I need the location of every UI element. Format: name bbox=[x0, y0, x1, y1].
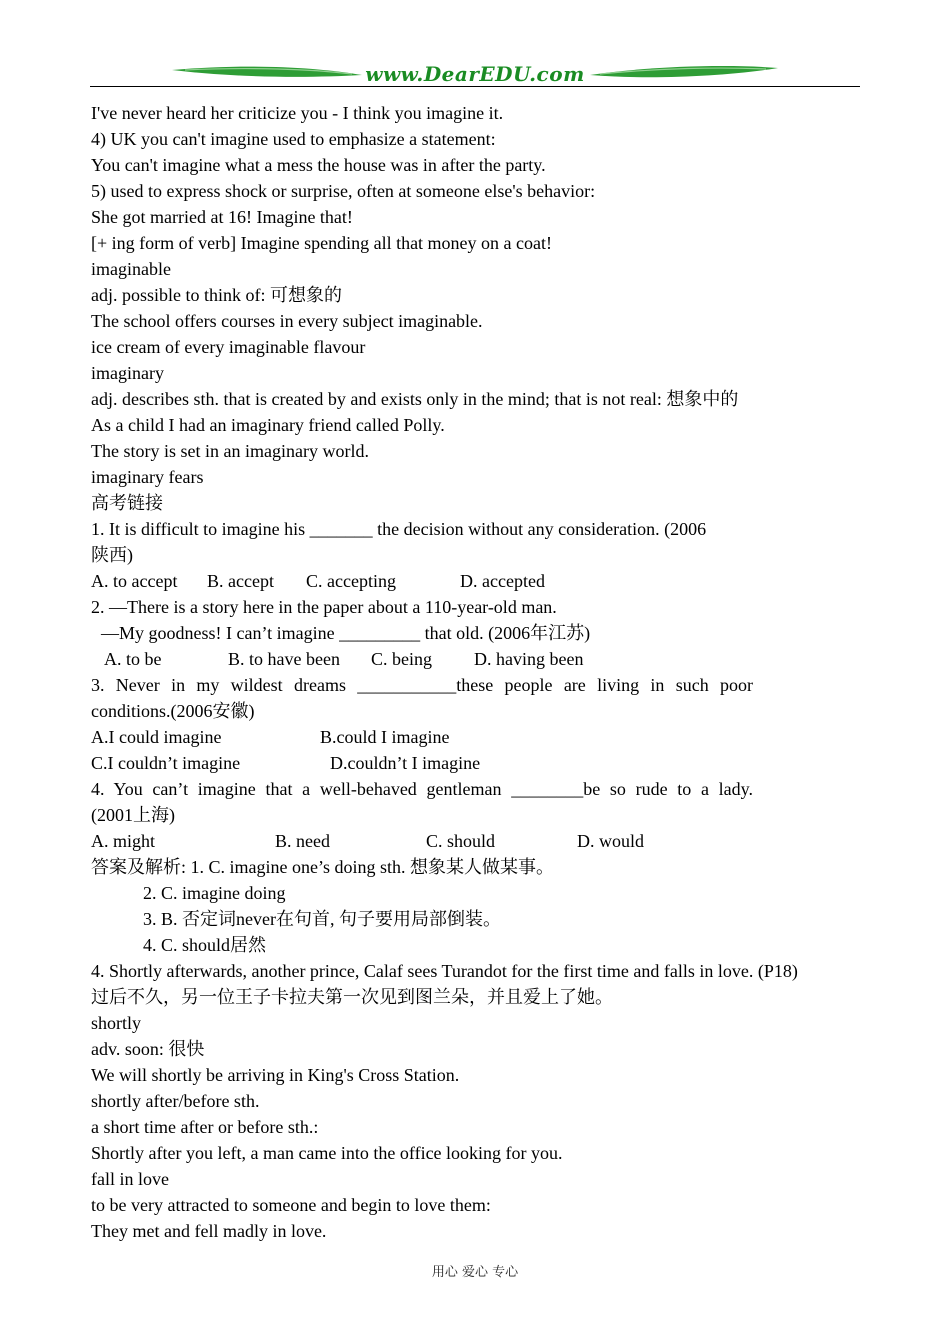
text-line: As a child I had an imaginary friend called Polly. bbox=[91, 415, 445, 435]
text-line: ice cream of every imaginable flavour bbox=[91, 337, 366, 357]
text-line: adj. describes sth. that is created by and exists only in the mind; that is not real: 想象中的 bbox=[91, 389, 739, 409]
text-line: shortly bbox=[91, 1013, 142, 1033]
question-4-options bbox=[91, 828, 861, 854]
answer-item: 4. C. should居然 bbox=[143, 935, 267, 955]
text-line: The school offers courses in every subject imaginable. bbox=[91, 311, 483, 331]
text-line: 5) used to express shock or surprise, often at someone else's behavior: bbox=[91, 181, 596, 201]
text-line: imaginary fears bbox=[91, 467, 204, 487]
option: B. to have been bbox=[228, 649, 340, 669]
document-body bbox=[91, 100, 861, 1244]
question-4-source: (2001上海) bbox=[91, 805, 175, 825]
page-header bbox=[90, 58, 860, 90]
option: D. would bbox=[577, 831, 644, 851]
text-line: I've never heard her criticize you - I think you imagine it. bbox=[91, 103, 504, 123]
question-3-stem: 3. Never in my wildest dreams ___________these people are living in such poor bbox=[91, 675, 753, 695]
text-line: [+ ing form of verb] Imagine spending all that money on a coat! bbox=[91, 233, 553, 253]
question-2-reply: —My goodness! I can’t imagine _________ that old. (2006年江苏) bbox=[101, 623, 591, 643]
text-line: 4. Shortly afterwards, another prince, Calaf sees Turandot for the first time and falls in love. (P18) bbox=[91, 961, 798, 981]
option: D. accepted bbox=[460, 571, 545, 591]
text-line: imaginable bbox=[91, 259, 171, 279]
option: C. accepting bbox=[306, 571, 396, 591]
text-line: She got married at 16! Imagine that! bbox=[91, 207, 353, 227]
text-line: 4) UK you can't imagine used to emphasize a statement: bbox=[91, 129, 496, 149]
option: B.could I imagine bbox=[320, 727, 450, 747]
page-footer: 用心 爱心 专心 bbox=[431, 1265, 519, 1280]
question-3-options bbox=[91, 724, 861, 750]
question-1-options bbox=[91, 568, 861, 594]
site-logo[interactable]: www.DearEDU.com bbox=[365, 62, 585, 86]
question-3-stem-cont: conditions.(2006安徽) bbox=[91, 701, 255, 721]
text-line: a short time after or before sth.: bbox=[91, 1117, 319, 1137]
question-1-stem: 1. It is difficult to imagine his _______ the decision without any consideration. (2006 bbox=[91, 519, 707, 539]
option: C.I couldn’t imagine bbox=[91, 753, 241, 773]
answer-item: 2. C. imagine doing bbox=[143, 883, 286, 903]
section-heading: 高考链接 bbox=[91, 493, 163, 513]
text-line: imaginary bbox=[91, 363, 164, 383]
text-line: They met and fell madly in love. bbox=[91, 1221, 327, 1241]
text-line: The story is set in an imaginary world. bbox=[91, 441, 369, 461]
option: D. having been bbox=[474, 649, 584, 669]
option: C. being bbox=[371, 649, 432, 669]
text-line: to be very attracted to someone and begin to love them: bbox=[91, 1195, 491, 1215]
text-line: You can't imagine what a mess the house was in after the party. bbox=[91, 155, 546, 175]
question-4-stem: 4. You can’t imagine that a well-behaved gentleman ________be so rude to a lady. bbox=[91, 779, 753, 799]
text-line: We will shortly be arriving in King's Cross Station. bbox=[91, 1065, 460, 1085]
answer-key-heading: 答案及解析: 1. C. imagine one’s doing sth. 想象某人做某事。 bbox=[91, 857, 554, 877]
option: B. accept bbox=[207, 571, 274, 591]
question-3-options bbox=[91, 750, 861, 776]
option: A. to accept bbox=[91, 571, 178, 591]
question-2-stem: 2. —There is a story here in the paper about a 110-year-old man. bbox=[91, 597, 557, 617]
option: D.couldn’t I imagine bbox=[330, 753, 481, 773]
text-line: fall in love bbox=[91, 1169, 169, 1189]
option: A.I could imagine bbox=[91, 727, 222, 747]
question-2-options bbox=[91, 646, 861, 672]
answer-item: 3. B. 否定词never在句首, 句子要用局部倒装。 bbox=[143, 909, 501, 929]
option: A. to be bbox=[104, 649, 162, 669]
option: C. should bbox=[426, 831, 496, 851]
text-line: Shortly after you left, a man came into the office looking for you. bbox=[91, 1143, 563, 1163]
text-line: adj. possible to think of: 可想象的 bbox=[91, 285, 342, 305]
option: A. might bbox=[91, 831, 156, 851]
text-line: 过后不久，另一位王子卡拉夫第一次见到图兰朵，并且爱上了她。 bbox=[91, 987, 613, 1007]
question-1-source: 陕西) bbox=[91, 545, 133, 565]
text-line: shortly after/before sth. bbox=[91, 1091, 260, 1111]
option: B. need bbox=[275, 831, 330, 851]
text-line: adv. soon: 很快 bbox=[91, 1039, 205, 1059]
header-rule bbox=[90, 86, 860, 87]
